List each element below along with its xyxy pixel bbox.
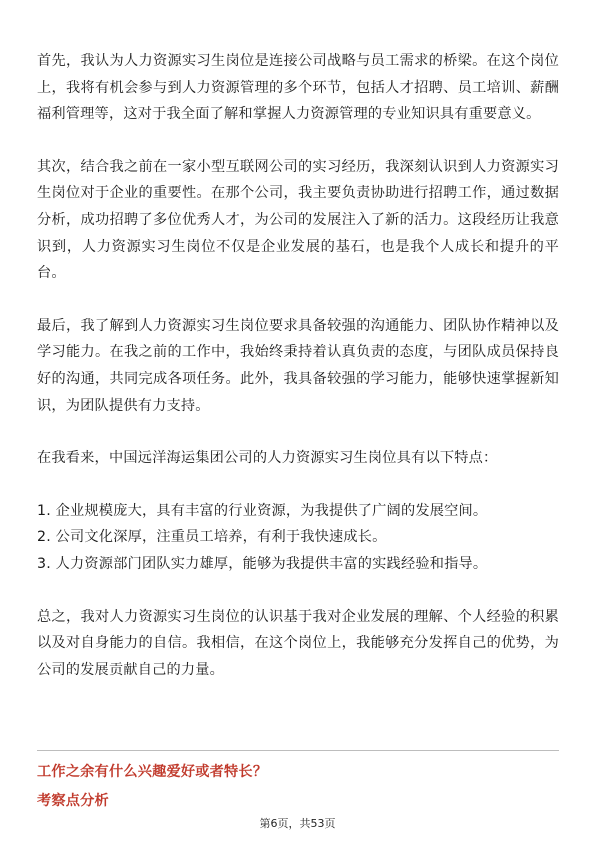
section-divider <box>37 750 559 751</box>
paragraph-gap <box>37 419 559 445</box>
analysis-subtitle: 考察点分析 <box>37 793 109 809</box>
paragraph-intro-features: 在我看来，中国远洋海运集团公司的人力资源实习生岗位具有以下特点： <box>37 450 498 467</box>
feature-item: 3. 人力资源部门团队实力雄厚，能够为我提供丰富的实践经验和指导。 <box>37 555 488 572</box>
next-question-title: 工作之余有什么兴趣爱好或者特长？ <box>37 764 268 780</box>
paragraph-second: 其次，结合我之前在一家小型互联网公司的实习经历，我深刻认识到人力资源实习生岗位对于企业的重要性。在那个公司，我主要负责协助进行招聘工作，通过数据分析，成功招聘了多位优秀人才，为公司的发展注入了新的活力。这段经历让我意识到，人力资源实习生岗位不仅是企业发展的基石，也是我个人成长和提升的平台。 <box>37 158 559 282</box>
paragraph-gap <box>37 128 559 154</box>
feature-item: 1. 企业规模庞大，具有丰富的行业资源，为我提供了广阔的发展空间。 <box>37 502 488 519</box>
feature-list <box>37 498 559 578</box>
page-number: 第6页，共53页 <box>259 817 336 830</box>
paragraph-gap <box>37 578 559 604</box>
paragraph-conclusion: 总之，我对人力资源实习生岗位的认识基于我对企业发展的理解、个人经验的积累以及对自身能力的自信。我相信，在这个岗位上，我能够充分发挥自己的优势，为公司的发展贡献自己的力量。 <box>37 608 559 678</box>
feature-item: 2. 公司文化深厚，注重员工培养，有利于我快速成长。 <box>37 529 387 546</box>
answer-body <box>37 48 559 683</box>
paragraph-third: 最后，我了解到人力资源实习生岗位要求具备较强的沟通能力、团队协作精神以及学习能力。在我之前的工作中，我始终秉持着认真负责的态度，与团队成员保持良好的沟通，共同完成各项任务。此外，我具备较强的学习能力，能够快速掌握新知识，为团队提供有力支持。 <box>37 317 559 414</box>
paragraph-gap <box>37 287 559 313</box>
paragraph-gap <box>37 472 559 498</box>
paragraph-first: 首先，我认为人力资源实习生岗位是连接公司战略与员工需求的桥梁。在这个岗位上，我将有机会参与到人力资源管理的多个环节，包括人才招聘、员工培训、薪酬福利管理等，这对于我全面了解和掌握人力资源管理的专业知识具有重要意义。 <box>37 53 559 123</box>
